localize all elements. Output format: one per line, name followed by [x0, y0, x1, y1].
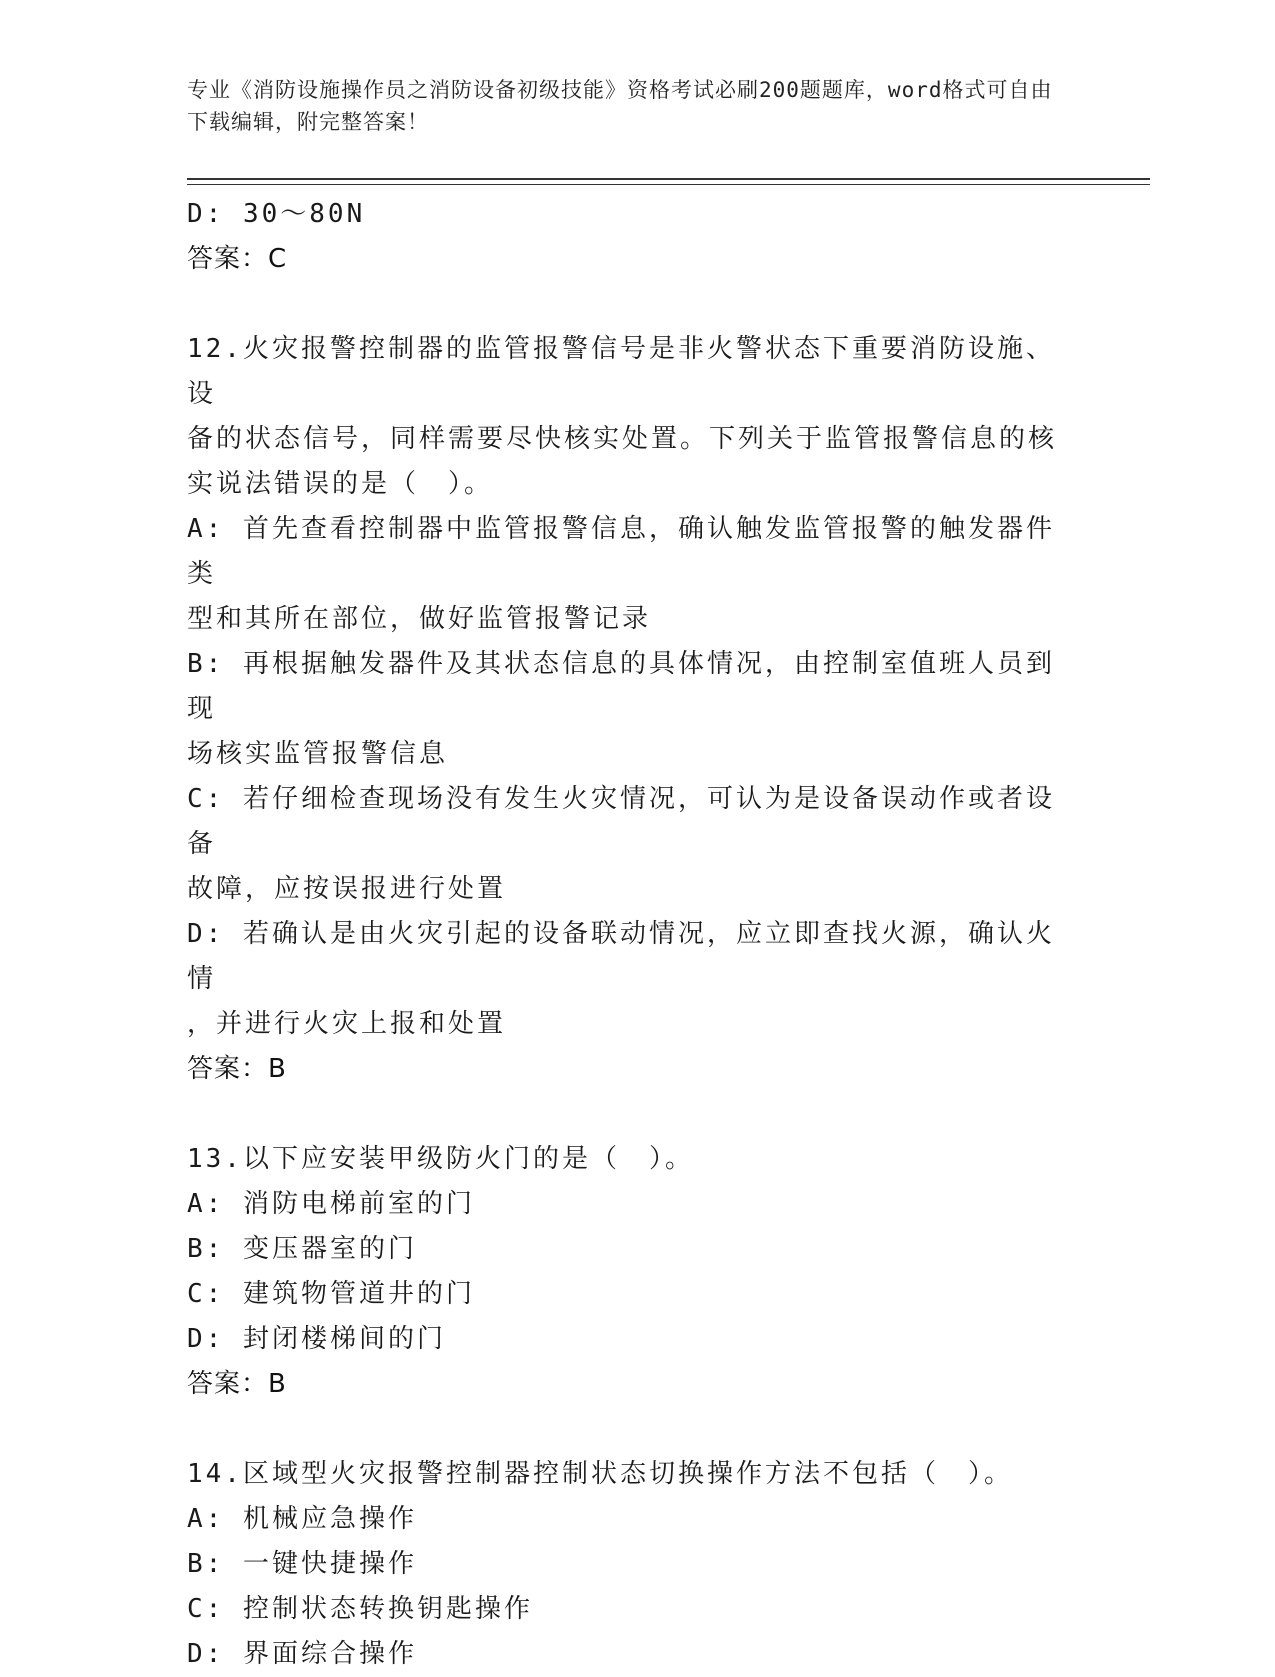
question-line: D: 若确认是由火灾引起的设备联动情况，应立即查找火源，确认火情	[187, 919, 1055, 994]
page-header: 专业《消防设施操作员之消防设备初级技能》资格考试必刷200题题库，word格式可自由下载编辑，附完整答案！	[187, 78, 1053, 134]
option-d-line: D: 30～80N	[187, 199, 366, 229]
spacer	[187, 282, 1077, 327]
document-body	[187, 192, 1077, 1677]
question-stem-line: 13.以下应安装甲级防火门的是（ ）。	[187, 1144, 694, 1174]
question-line: B: 再根据触发器件及其状态信息的具体情况，由控制室值班人员到现	[187, 649, 1055, 724]
spacer	[187, 1092, 1077, 1137]
answer-line: 答案：B	[187, 1054, 287, 1084]
question-block	[187, 327, 1077, 1137]
question-line: A: 首先查看控制器中监管报警信息，确认触发监管报警的触发器件类	[187, 514, 1055, 589]
question-line: A: 机械应急操作	[187, 1504, 417, 1534]
question-block	[187, 1137, 1077, 1452]
question-line: D: 界面综合操作	[187, 1639, 417, 1669]
question-stem-line: 14.区域型火灾报警控制器控制状态切换操作方法不包括（ ）。	[187, 1459, 1013, 1489]
question-line: D: 封闭楼梯间的门	[187, 1324, 446, 1354]
question-line: B: 一键快捷操作	[187, 1549, 417, 1579]
spacer	[187, 1407, 1077, 1452]
question-line: 实说法错误的是（ ）。	[187, 469, 494, 499]
question-line: 故障，应按误报进行处置	[187, 874, 507, 904]
header-rule-thick	[187, 178, 1150, 180]
question-list	[187, 327, 1077, 1677]
question-line: C: 控制状态转换钥匙操作	[187, 1594, 533, 1624]
question-line: A: 消防电梯前室的门	[187, 1189, 475, 1219]
question-line: 场核实监管报警信息	[187, 739, 449, 769]
question-line: 型和其所在部位，做好监管报警记录	[187, 604, 652, 634]
answer-line: 答案：C	[187, 244, 288, 274]
question-line: C: 建筑物管道井的门	[187, 1279, 475, 1309]
answer-line: 答案：B	[187, 1369, 287, 1399]
question-line: B: 变压器室的门	[187, 1234, 417, 1264]
question-line: 备的状态信号，同样需要尽快核实处置。下列关于监管报警信息的核	[187, 424, 1058, 454]
header-rule-thin	[187, 184, 1150, 185]
question-line: C: 若仔细检查现场没有发生火灾情况，可认为是设备误动作或者设备	[187, 784, 1055, 859]
question-stem-line: 12.火灾报警控制器的监管报警信号是非火警状态下重要消防设施、设	[187, 334, 1055, 409]
question-block	[187, 1452, 1077, 1677]
question-line: ，并进行火灾上报和处置	[187, 1009, 507, 1039]
